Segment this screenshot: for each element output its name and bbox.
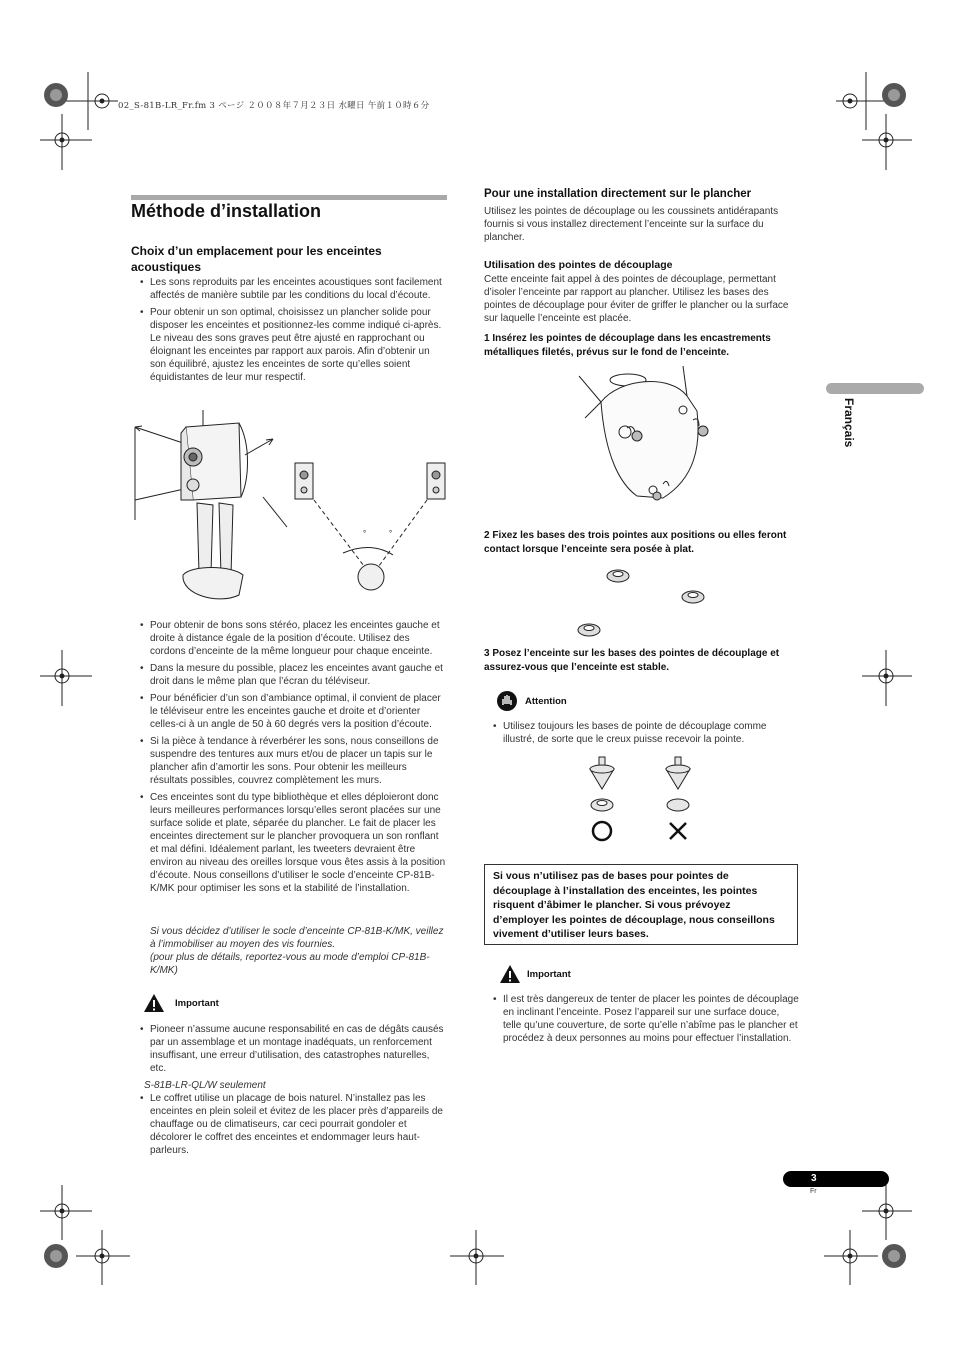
spikes-text: Cette enceinte fait appel à des pointes de découplage, permettant d’isoler l’enceinte par rapport au plancher. Utilisez les bases des pointes de découplage pour éviter de griffer le plancher ou la surface sur laquelle l’enceinte est placée. [484,274,789,324]
spikes-heading: Utilisation des pointes de découplage [484,259,673,271]
spike-usage-illustration [586,755,696,845]
important-label-left: Important [175,998,219,1009]
warning-triangle-icon [499,964,521,984]
attention-label: Attention [525,696,567,707]
bullet-list-2 [131,619,447,899]
bullet-list-1 [131,276,447,388]
cross-ng-icon [670,823,686,839]
page-lang: Fr [810,1188,817,1195]
speaker-placement-illustration [131,405,451,615]
list-item: • Il est très dangereux de tenter de placer les pointes de découplage en inclinant l’enceinte. Posez l’appareil sur une surface douce, telle qu’une couverture, de sorte qu’elle n’abîme pas le plancher et procédez à deux personnes au moins pour effectuer l’installation. [484,993,800,1045]
list-item: • Pour obtenir un son optimal, choisissez un plancher solide pour disposer les enceintes et positionnez-les comme indiqué ci-après. Le niveau des sons graves peut être ajusté en rapprochant ou éloignant les enceintes par rapport aux parois. Afin d’obtenir un son équilibré, ajustez les enceintes de sorte qu’elles soient équidistantes de leur mur respectif. [131,306,447,384]
step-2: 2 Fixez les bases des trois pointes aux positions ou elles feront contact lorsque l’enceinte sera posée à plat. [484,530,787,555]
list-item: • Le coffret utilise un placage de bois naturel. N’installez pas les enceintes en plein soleil et évitez de les placer près d’appareils de chauffage ou de climatiseurs, car ceci pourrait gondoler et décolorer le coffret des enceintes et endommager leurs haut-parleurs. [131,1092,447,1157]
stop-hand-icon [497,691,517,711]
list-item: • Pour obtenir de bons sons stéréo, placez les enceintes gauche et droite à distance égale de la position d’écoute. Utilisez des cordons d’enceinte de la même longueur pour chaque enceinte. [131,619,447,658]
section-bar [131,195,447,200]
list-item: • Dans la mesure du possible, placez les enceintes avant gauche et droit dans le même plan que l’écran du téléviseur. [131,662,447,688]
list-item: • Les sons reproduits par les enceintes acoustiques sont facilement affectés de manière subtile par les conditions du local d’écoute. [131,276,447,302]
list-item: • Si la pièce à tendance à réverbérer les sons, nous conseillons de suspendre des tentures aux murs et/ou de placer un tapis sur le plancher afin d’amortir les sons. Pour obtenir les meilleurs résultats possibles, couvrez complètement les murs. [131,735,447,787]
page-number: 3 [811,1173,817,1184]
page-number-bar [783,1171,889,1187]
subtitle: Choix d’un emplacement pour les enceintes acoustiques [131,244,382,274]
right-intro: Utilisez les pointes de découplage ou les coussinets antidérapants fournis si vous installez directement l’enceinte sur la surface du plancher. [484,206,779,243]
svg-text:°: ° [363,529,367,538]
language-tab-label: Français [842,398,856,448]
important-list-right [484,993,800,1049]
page-title: Méthode d’installation [131,201,322,221]
list-item: • Pioneer n’assume aucune responsabilité en cas de dégâts causés par un assemblage et un montage inadéquats, un renforcement insuffisant, une erreur d’utilisation, des catastrophes naturelles, etc. [131,1023,447,1075]
right-heading: Pour une installation directement sur le plancher [484,188,752,200]
list-item: • Utilisez toujours les bases de pointe de découplage comme illustré, de sorte que le creux puisse recevoir la pointe. [484,720,800,746]
warning-box: Si vous n’utilisez pas de bases pour pointes de découplage à l’installation des enceintes, les pointes risquent d’âbimer le plancher. Si vous prévoyez d’employer les pointes de découplage, nous conseillons vivement d’utiliser leurs bases. [484,864,798,945]
language-tab [826,383,924,394]
step-3: 3 Posez l’enceinte sur les bases des pointes de découplage et assurez-vous que l’enceinte est stable. [484,648,780,673]
note-italic-2: (pour plus de détails, reportez-vous au mode d’emploi CP-81B-K/MK) [150,952,430,976]
model-list [131,1092,447,1161]
attention-list [484,720,800,750]
important-list-left [131,1023,447,1079]
list-item: • Pour bénéficier d’un son d’ambiance optimal, il convient de placer le téléviseur entre les enceintes gauche et droite et d’orienter celles-ci à un angle de 50 à 60 degrés vers la position d’écoute. [131,692,447,731]
file-info: 02_S-81B-LR_Fr.fm 3 ページ ２００８年７月２３日 水曜日 午前１０時６分 [118,101,430,111]
model-note: S-81B-LR-QL/W seulement [144,1080,266,1091]
warning-triangle-icon [143,993,165,1013]
important-label-right: Important [527,969,571,980]
step-1: 1 Insérez les pointes de découplage dans les encastrements métalliques filetés, prévus sur le fond de l’enceinte. [484,333,771,358]
speaker-bottom-spikes-illustration [575,366,715,501]
list-item: • Ces enceintes sont du type bibliothèque et elles déploieront donc leurs meilleures performances lorsqu’elles seront placées sur une surface solide et plate, séparée du plancher. Le fait de placer les enceintes directement sur le plancher provoquera un son ronflant et mal défini. Idéalement parlant, les tweeters devraient être environ au niveau des oreilles lorsque vous êtes assis à la position d’écoute. Nous conseillons d’utiliser le socle d’enceinte CP-81B-K/MK pour optimiser les sons et la stabilité de l’installation. [131,791,447,895]
circle-ok-icon [593,822,611,840]
svg-text:°: ° [389,529,393,538]
note-italic-1: Si vous décidez d’utiliser le socle d’enceinte CP-81B-K/MK, veillez à l’immobiliser au moyen des vis fournies. [150,926,444,950]
spike-bases-illustration [574,562,714,642]
